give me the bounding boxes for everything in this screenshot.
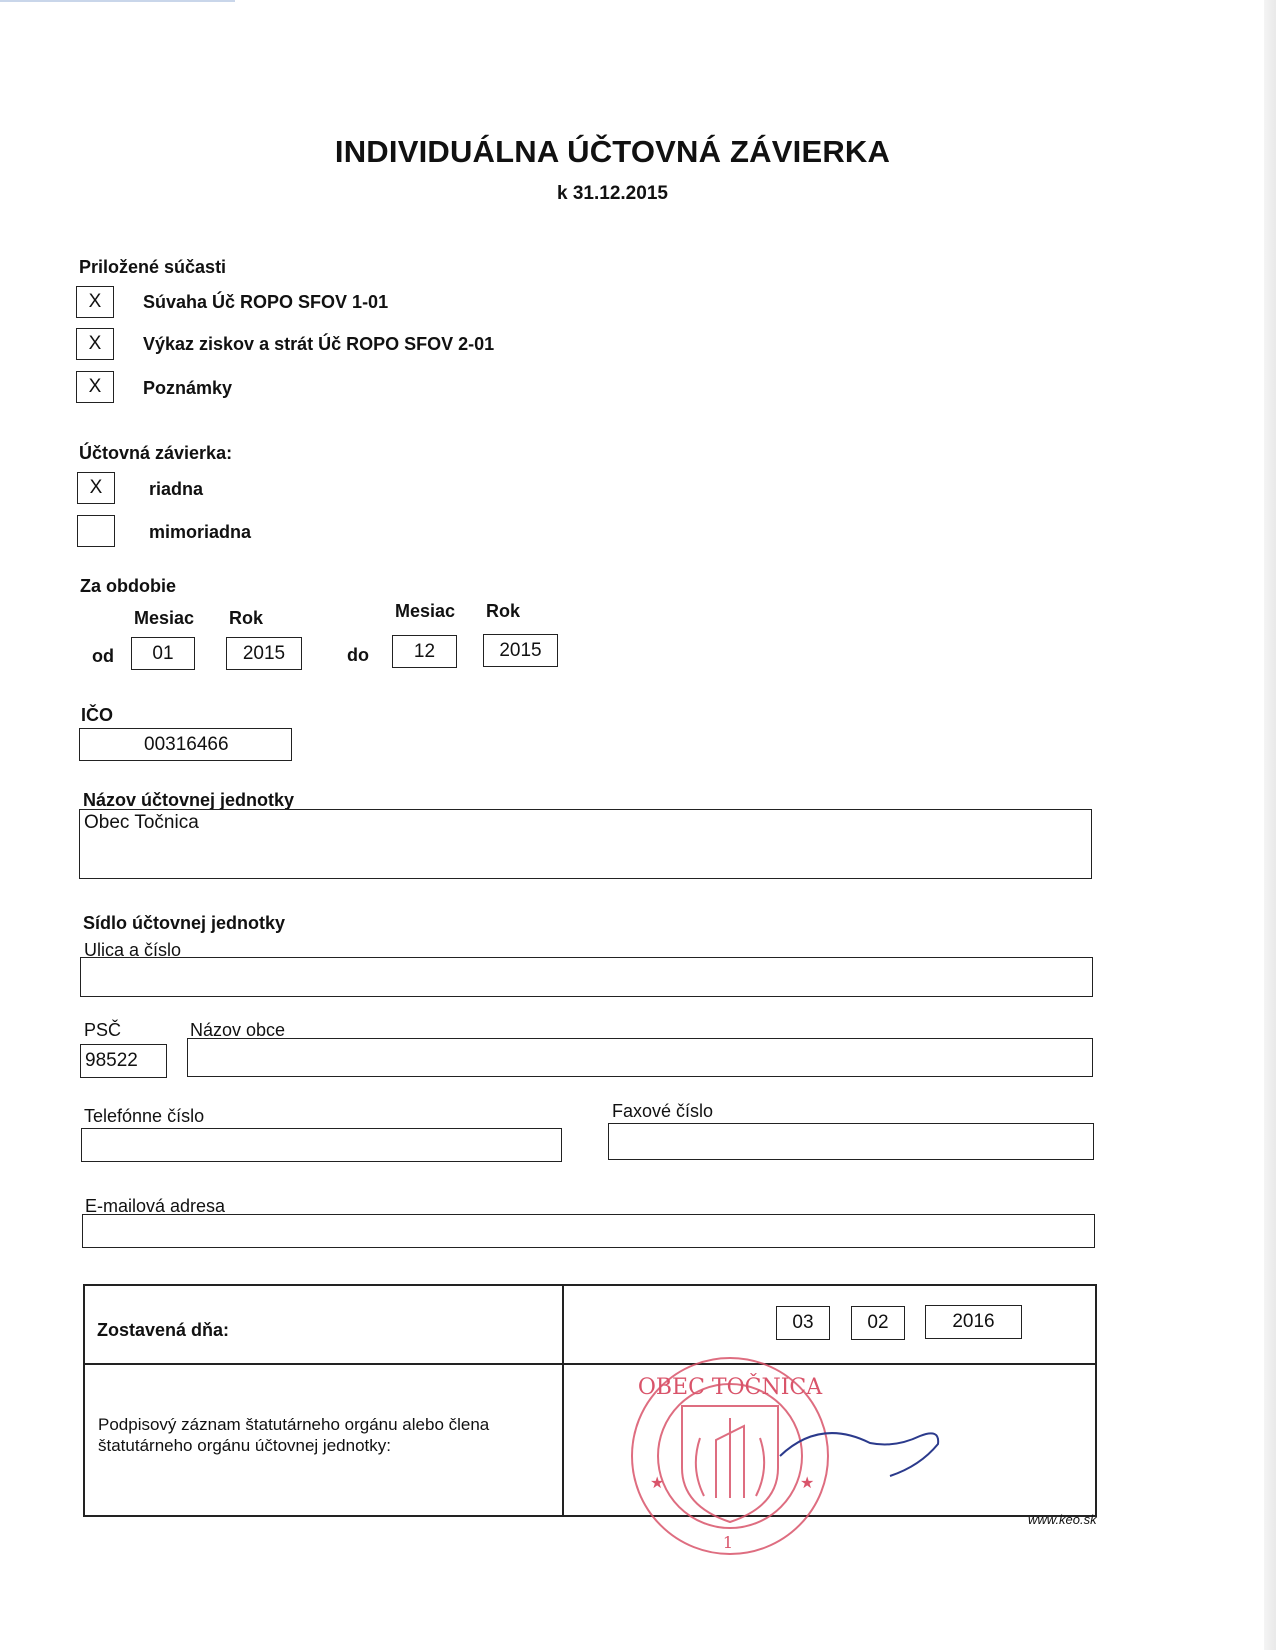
stamp-number: 1 — [722, 1533, 734, 1552]
attachments-heading: Priložené súčasti — [79, 257, 227, 277]
period-to-label: do — [347, 645, 369, 665]
attachment-label-vykaz: Výkaz ziskov a strát Úč ROPO SFOV 2-01 — [143, 334, 495, 354]
fax-field[interactable] — [608, 1123, 1094, 1160]
city-field[interactable] — [187, 1038, 1093, 1077]
document-title: INDIVIDUÁLNA ÚČTOVNÁ ZÁVIERKA — [334, 134, 891, 169]
stamp-text: OBEC TOČNICA — [637, 1375, 823, 1400]
period-from-label: od — [92, 646, 114, 666]
statement-type-checkbox-riadna[interactable]: X — [77, 472, 115, 504]
city-label: Názov obce — [190, 1020, 286, 1040]
stamp-star-right: ★ — [800, 1473, 815, 1492]
attachment-label-suvaha: Súvaha Úč ROPO SFOV 1-01 — [143, 292, 389, 312]
document-date: k 31.12.2015 — [557, 183, 668, 204]
period-from-year-field[interactable]: 2015 — [226, 637, 302, 670]
ico-label: IČO — [81, 705, 114, 725]
email-label: E-mailová adresa — [85, 1196, 226, 1216]
period-to-year-field[interactable]: 2015 — [483, 634, 558, 667]
scan-right-edge — [1264, 0, 1276, 1650]
period-from-year-label: Rok — [229, 608, 264, 628]
signature-label-line1: Podpisový záznam štatutárneho orgánu alebo člena — [98, 1415, 490, 1434]
address-heading: Sídlo účtovnej jednotky — [83, 913, 286, 933]
period-from-month-field[interactable]: 01 — [131, 637, 195, 670]
street-label: Ulica a číslo — [84, 940, 182, 960]
period-to-month-label: Mesiac — [395, 601, 456, 621]
attachment-checkbox-suvaha[interactable]: X — [76, 286, 114, 318]
phone-label: Telefónne číslo — [84, 1106, 205, 1126]
entity-name-field[interactable]: Obec Točnica — [79, 809, 1092, 879]
street-field[interactable] — [80, 957, 1093, 997]
statement-type-label-mimoriadna: mimoriadna — [149, 522, 252, 542]
footer-url[interactable]: www.keo.sk — [1028, 1512, 1097, 1527]
period-to-month-field[interactable]: 12 — [392, 635, 457, 668]
phone-field[interactable] — [81, 1128, 562, 1162]
compiled-day-field[interactable]: 03 — [776, 1306, 830, 1340]
scan-top-edge — [0, 0, 235, 2]
attachment-checkbox-vykaz[interactable]: X — [76, 328, 114, 360]
attachment-checkbox-poznamky[interactable]: X — [76, 371, 114, 403]
entity-name-label: Názov účtovnej jednotky — [83, 790, 295, 810]
handwritten-signature — [780, 1433, 938, 1476]
psc-field[interactable]: 98522 — [80, 1044, 167, 1078]
email-field[interactable] — [82, 1214, 1095, 1248]
psc-label: PSČ — [84, 1020, 122, 1040]
signature-label-line2: štatutárneho orgánu účtovnej jednotky: — [98, 1436, 391, 1455]
signature-label — [98, 1414, 489, 1456]
statement-type-label-riadna: riadna — [149, 479, 204, 499]
stamp-star-left: ★ — [650, 1473, 665, 1492]
period-to-year-label: Rok — [486, 601, 521, 621]
compiled-year-field[interactable]: 2016 — [925, 1305, 1022, 1339]
official-stamp — [620, 1348, 980, 1558]
period-from-month-label: Mesiac — [134, 608, 195, 628]
compiled-month-field[interactable]: 02 — [851, 1306, 905, 1340]
compiled-date-label: Zostavená dňa: — [97, 1320, 230, 1340]
period-heading: Za obdobie — [80, 576, 176, 596]
ico-field[interactable]: 00316466 — [79, 728, 292, 761]
statement-type-heading: Účtovná závierka: — [79, 443, 233, 463]
fax-label: Faxové číslo — [612, 1101, 714, 1121]
attachment-label-poznamky: Poznámky — [143, 378, 233, 398]
statement-type-checkbox-mimoriadna[interactable] — [77, 515, 115, 547]
